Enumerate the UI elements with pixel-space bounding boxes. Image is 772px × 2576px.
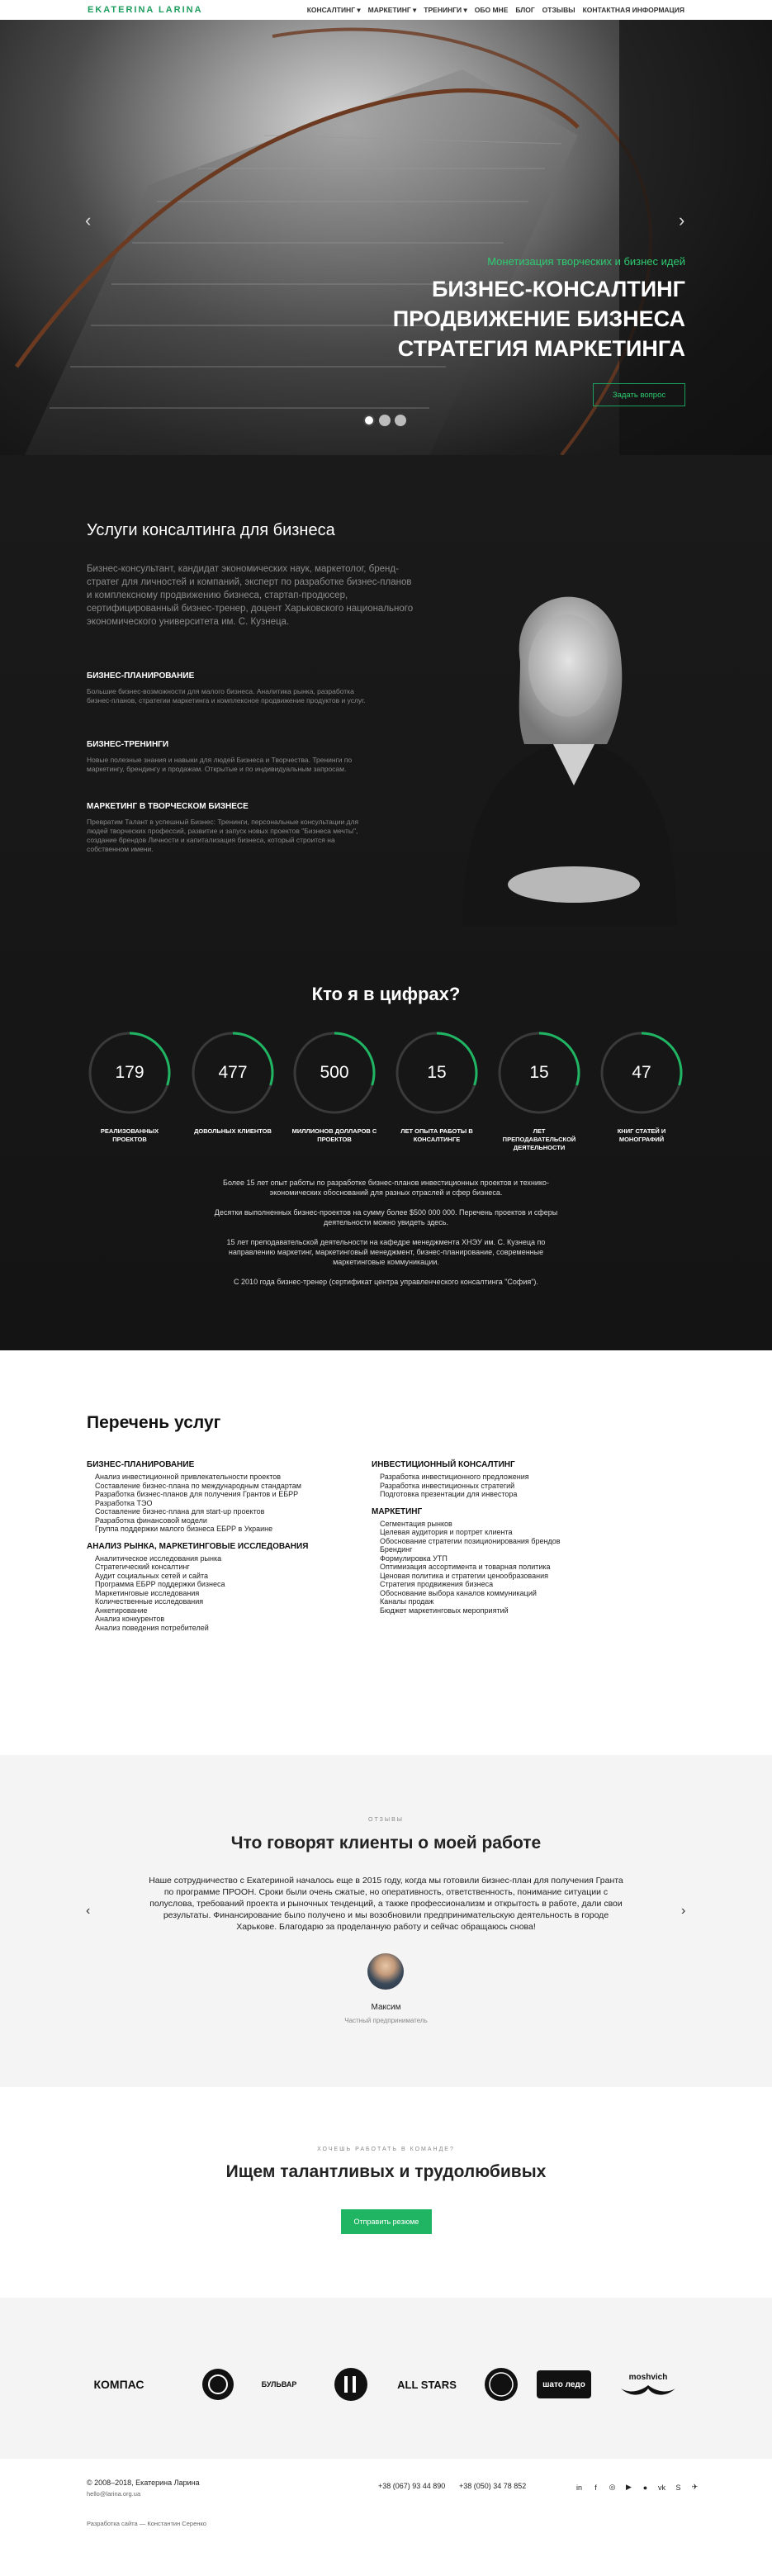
list-item[interactable]: Группа поддержки малого бизнеса ЕБРР в Украине [95,1525,273,1533]
services-list-section [0,1350,772,1755]
list-item[interactable]: Разработка инвестиционных стратегий [380,1481,515,1490]
list-item[interactable]: Формулировка УТП [380,1554,448,1563]
review-next-arrow[interactable]: › [681,1904,686,1918]
service-block-text: Превратим Талант в успешный Бизнес: Тренинги, персональные консультации для людей творческих профессий, развитие и запуск новых проектов "Бизнеса мечты", создание брендов Личности и капитализация бизнеса, который строится на собственном имени. [87,818,359,853]
service-block-title: БИЗНЕС-ПЛАНИРОВАНИЕ [87,671,195,681]
services-group-list [372,1520,636,1615]
stat-label: ЛЕТ ОПЫТА РАБОТЫ В КОНСАЛТИНГЕ [400,1127,473,1143]
social-links [574,2482,700,2493]
stats-paragraph: Более 15 лет опыт работы по разработке бизнес-планов инвестиционных проектов и технико-экономических обоснований для разных отраслей и сфер бизнеса. [223,1179,549,1197]
service-block-planning [87,671,367,705]
reviewer-role: Частный предприниматель [344,2017,428,2024]
services-group-list [372,1473,636,1499]
stat-label: ДОВОЛЬНЫХ КЛИЕНТОВ [194,1127,272,1135]
menu-item-consulting[interactable]: КОНСАЛТИНГ ▾ [306,5,361,14]
services-group-list [87,1473,351,1534]
stat-label: КНИГ СТАТЕЙ И МОНОГРАФИЙ [617,1127,666,1143]
bulvar-logo: БУЛЬВАР [261,2380,297,2389]
stat-item [190,1030,276,1136]
moshvich-logo-text: moshvich [628,2372,668,2382]
list-item[interactable]: Анкетирование [95,1606,148,1615]
stat-item [599,1030,684,1144]
menu-item-trainings[interactable]: ТРЕНИНГИ ▾ [424,5,467,14]
compass-logo: КОМПАС [93,2378,144,2391]
hero-prev-arrow[interactable]: ‹ [85,210,92,230]
stat-label: МИЛЛИОНОВ ДОЛЛАРОВ С ПРОЕКТОВ [291,1127,377,1143]
menu-item-reviews[interactable]: ОТЗЫВЫ [542,5,575,14]
list-item[interactable]: Программа ЕБРР поддержки бизнеса [95,1580,225,1588]
services-intro: Бизнес-консультант, кандидат экономических наук, маркетолог, бренд-стратег для личностей и компаний, эксперт по разработке бизнес-планов и комплексному продвижению бизнеса, стартап-продюсер, сертифицированный бизнес-тренер, доцент Харьковского национального экономического университета им. С. Кузнеца. [87,564,414,627]
youtube-icon[interactable]: ▶ [626,2483,632,2491]
slider-dot-3[interactable] [395,415,406,426]
list-item[interactable]: Каналы продаж [380,1597,434,1606]
list-item[interactable]: Количественные исследования [95,1597,204,1606]
service-block-title: МАРКЕТИНГ В ТВОРЧЕСКОМ БИЗНЕСЕ [87,802,249,811]
top-navigation [0,0,772,20]
list-item[interactable]: Подготовка презентации для инвестора [380,1490,518,1498]
services-list-title: Перечень услуг [87,1413,221,1432]
facebook-icon[interactable]: f [594,2483,597,2492]
skype-icon[interactable]: S [675,2483,681,2492]
emblem-logo [201,2364,235,2405]
main-menu [307,6,684,15]
menu-item-blog[interactable]: БЛОГ [515,5,535,14]
ask-question-button[interactable]: Задать вопрос [593,383,685,406]
stats-title: Кто я в цифрах? [311,984,461,1004]
hero-text [393,255,685,363]
list-item[interactable]: Обоснование выбора каналов коммуникаций [380,1588,537,1597]
reviews-section [0,1755,772,2087]
instagram-icon[interactable]: ◎ [609,2483,616,2491]
services-group-heading: АНАЛИЗ РЫНКА, МАРКЕТИНГОВЫЕ ИССЛЕДОВАНИЯ [87,1541,309,1551]
list-item[interactable]: Анализ поведения потребителей [95,1623,209,1632]
round-logo [483,2364,519,2405]
slider-dots [363,415,406,426]
services-group-heading: БИЗНЕС-ПЛАНИРОВАНИЕ [87,1460,195,1469]
hero-subtitle: Монетизация творческих и бизнес идей [487,255,685,268]
reviews-title: Что говорят клиенты о моей работе [230,1834,542,1853]
service-block-trainings [87,740,367,774]
hero-title-line-1: БИЗНЕС-КОНСАЛТИНГ [431,277,685,301]
footer-phone-1[interactable]: +38 (067) 93 44 890 [378,2482,446,2490]
vk-icon[interactable]: vk [658,2483,665,2492]
stat-number: 15 [427,1063,447,1082]
list-item[interactable]: Стратегический консалтинг [95,1563,190,1571]
service-block-text: Новые полезные знания и навыки для людей Бизнеса и Творчества. Тренинги по маркетингу, брендингу и продажам. Открытые и по индивидуальным запросам. [87,756,353,773]
stat-item [496,1030,582,1152]
jobs-section [0,2087,772,2298]
list-item[interactable]: Разработка ТЭО [95,1498,153,1507]
reviewer-name: Максим [371,2003,401,2012]
footer [0,2459,772,2576]
review-text: Наше сотрудничество с Екатериной началось еще в 2015 году, когда мы готовили бизнес-план для получения Гранта по программе ПРООН. Сроки были очень сжатые, но оперативность, ответственность, понимание ситуации с полуслова, требований проекта и рыночных тенденций, а также профессионализм и открытость в работе, дали свои результаты. Финансирование было получено и мы возобновили предпринимательскую деятельность в городе Харькове. Благодарю за проделанную работу и сейчас обращаюсь снова! [149,1876,623,1932]
list-item[interactable]: Оптимизация ассортимента и товарная политика [380,1563,551,1571]
stat-number: 15 [529,1063,549,1082]
menu-item-marketing[interactable]: МАРКЕТИНГ ▾ [367,5,417,14]
stat-item [291,1030,377,1144]
hero-slider [0,20,772,455]
list-item[interactable]: Стратегия продвижения бизнеса [380,1580,494,1588]
review-prev-arrow[interactable]: ‹ [86,1904,91,1918]
service-block-creative [87,802,367,854]
stat-item [394,1030,480,1144]
list-item[interactable]: Целевая аудитория и портрет клиента [380,1528,513,1536]
list-item[interactable]: Брендинг [380,1545,413,1554]
list-item[interactable]: Разработка бизнес-планов для получения Грантов и ЕБРР [95,1490,299,1498]
hero-next-arrow[interactable]: › [679,210,685,230]
stat-number: 179 [115,1063,144,1082]
services-group-list [87,1554,351,1633]
stat-number: 500 [320,1063,349,1082]
services-list-right [372,1460,636,1623]
hf-logo [333,2364,369,2405]
service-block-text: Большие бизнес-возможности для малого бизнеса. Аналитика рынка, разработка бизнес-планов, стратегии маркетинга и комплексное продвижение продуктов и услуг. [87,687,366,704]
services-group-heading: МАРКЕТИНГ [372,1506,423,1516]
linkedin-icon[interactable]: in [575,2483,582,2492]
list-item[interactable]: Маркетинговые исследования [95,1588,200,1597]
list-item[interactable]: Составление бизнес-плана по международным стандартам [95,1481,301,1490]
stats-paragraph: С 2010 года бизнес-тренер (сертификат центра управленческого консалтинга "София"). [234,1278,538,1286]
moshvich-logo [611,2364,685,2405]
telegram-icon[interactable]: ✈ [691,2483,699,2491]
slider-dot-2[interactable] [379,415,391,426]
list-item[interactable]: Ценовая политика и стратегии ценообразования [380,1571,548,1580]
list-item[interactable]: Обоснование стратегии позиционирования брендов [380,1536,561,1545]
partners-section [0,2298,772,2459]
hero-title-line-2: ПРОДВИЖЕНИЕ БИЗНЕСА [392,306,685,331]
shato-ledo-logo: шато ледо [537,2370,591,2398]
stat-label: ЛЕТ ПРЕПОДАВАТЕЛЬСКОЙ ДЕЯТЕЛЬНОСТИ [502,1127,576,1151]
services-list-left [87,1460,351,1640]
list-item[interactable]: Сегментация рынков [380,1519,452,1528]
flickr-icon[interactable]: ● [642,2483,648,2492]
allstars-logo: ALL STARS [397,2378,457,2391]
stat-item [87,1030,173,1144]
list-item[interactable]: Бюджет маркетинговых мероприятий [380,1606,509,1615]
stat-number: 47 [632,1063,651,1082]
stats-paragraph: 15 лет преподавательской деятельности на кафедре менеджмента ХНЭУ им. С. Кузнеца по направлению маркетинг, маркетинговый менеджмент, бизнес-планирование, современные маркетинговые коммуникации. [226,1238,546,1266]
footer-phone-2[interactable]: +38 (050) 34 78 852 [459,2482,527,2490]
hero-title-line-3: СТРАТЕГИЯ МАРКЕТИНГА [397,336,685,361]
menu-item-about[interactable]: ОБО МНЕ [474,5,509,14]
jobs-title: Ищем талантливых и трудолюбивых [225,2162,547,2181]
portrait-photo [429,538,685,926]
reviews-eyebrow: ОТЗЫВЫ [368,1817,404,1823]
stat-number: 477 [218,1063,248,1082]
list-item[interactable]: Анализ инвестиционной привлекательности проектов [95,1473,282,1481]
list-item[interactable]: Составление бизнес-плана для start-up проектов [95,1507,265,1516]
footer-developer[interactable]: Разработка сайта — Константин Серенко [87,2520,206,2527]
list-item[interactable]: Разработка инвестиционного предложения [380,1473,529,1481]
site-logo[interactable]: EKATERINA LARINA [88,5,203,15]
send-resume-button[interactable]: Отправить резюме [341,2209,432,2234]
list-item[interactable]: Анализ конкурентов [95,1615,165,1623]
footer-email[interactable]: hello@larina.org.ua [87,2490,141,2498]
footer-copyright: © 2008–2018, Екатерина Ларина [87,2479,200,2487]
services-group-heading: ИНВЕСТИЦИОННЫЙ КОНСАЛТИНГ [372,1460,515,1469]
jobs-eyebrow: ХОЧЕШЬ РАБОТАТЬ В КОМАНДЕ? [317,2147,455,2152]
stats-description [211,1178,561,1297]
list-item[interactable]: Разработка финансовой модели [95,1516,207,1525]
stat-label: РЕАЛИЗОВАННЫХ ПРОЕКТОВ [100,1127,159,1143]
service-block-title: БИЗНЕС-ТРЕНИНГИ [87,740,169,749]
reviewer-avatar [367,1953,404,1990]
list-item[interactable]: Аудит социальных сетей и сайта [95,1571,209,1580]
menu-item-contacts[interactable]: КОНТАКТНАЯ ИНФОРМАЦИЯ [582,5,684,14]
services-section [0,455,772,1350]
list-item[interactable]: Аналитическое исследования рынка [95,1554,222,1563]
services-title: Услуги консалтинга для бизнеса [87,521,335,539]
slider-dot-1[interactable] [363,415,375,426]
stats-paragraph: Десятки выполненных бизнес-проектов на сумму более $500 000 000. Перечень проектов и сферы деятельности можно увидеть здесь. [214,1208,558,1226]
